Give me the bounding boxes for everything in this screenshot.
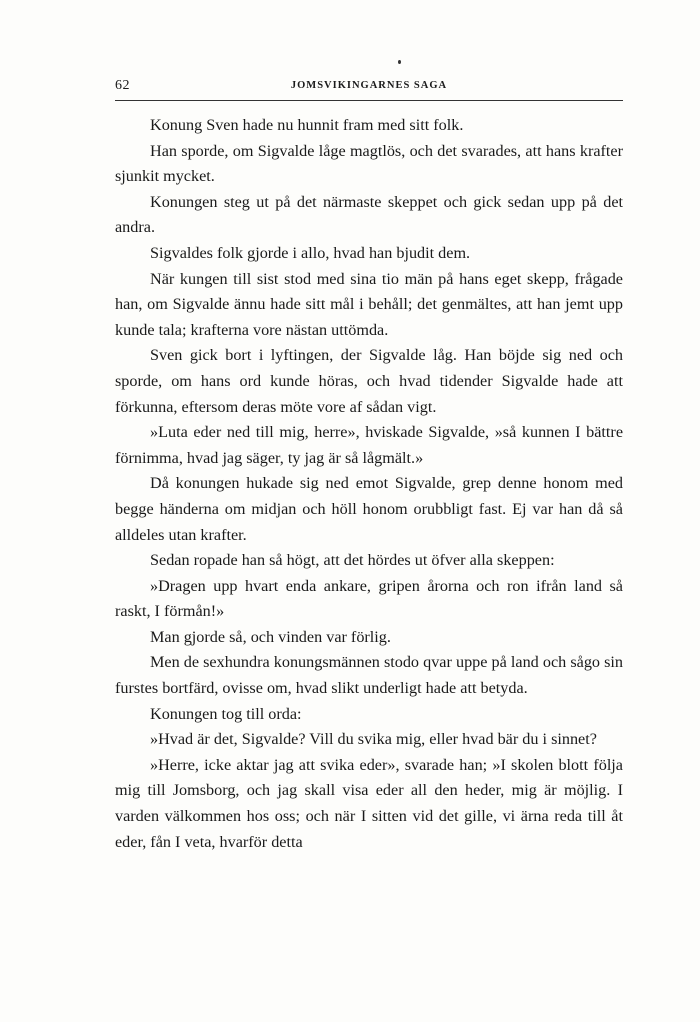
paragraph: »Dragen upp hvart enda ankare, gripen årorna och ron ifrån land så raskt, I förmån!» bbox=[115, 576, 623, 621]
paragraph: Sven gick bort i lyftingen, der Sigvalde låg. Han böjde sig ned och sporde, om hans ord kunde höras, och hvad tidender Sigvalde hade att förkunna, eftersom deras möte vore af sådan vigt. bbox=[115, 346, 623, 416]
page-number: 62 bbox=[115, 78, 130, 93]
paragraph: »Hvad är det, Sigvalde? Vill du svika mig, eller hvad bär du i sinnet? bbox=[150, 730, 597, 749]
paragraph: Konung Sven hade nu hunnit fram med sitt folk. bbox=[150, 116, 464, 134]
paragraph: Då konungen hukade sig ned emot Sigvalde, grep denne honom med begge händerna om midjan och höll honom orubbligt fast. Ej var han då så alldeles utan krafter. bbox=[115, 474, 623, 544]
paragraph: »Herre, icke aktar jag att svika eder», svarade han; »I skolen blott följa mig till Jomsborg, och jag skall visa eder all den heder, mig är möjlig. I varden välkommen hos oss; och när I sitten vid det gille, vi ärna reda till åt eder, fån I veta, hvarför detta bbox=[115, 755, 623, 851]
running-title: JOMSVIKINGARNES SAGA bbox=[290, 80, 448, 91]
paragraph: »Luta eder ned till mig, herre», hviskade Sigvalde, »så kunnen I bättre förnimma, hvad jag säger, ty jag är så lågmält.» bbox=[115, 423, 623, 467]
paragraph: Han sporde, om Sigvalde låge magtlös, och det svarades, att hans krafter sjunkit mycket. bbox=[115, 141, 623, 186]
paragraph: Men de sexhundra konungsmännen stodo qvar uppe på land och sågo sin furstes bortfärd, ovisse om, hvad slikt underligt hade att betyda. bbox=[115, 653, 623, 698]
paragraph: Man gjorde så, och vinden var förlig. bbox=[150, 627, 391, 646]
paragraph: Konungen steg ut på det närmaste skeppet och gick sedan upp på det andra. bbox=[115, 192, 623, 237]
paragraph: Sedan ropade han så högt, att det hördes ut öfver alla skeppen: bbox=[150, 551, 555, 570]
ink-speck bbox=[398, 60, 401, 64]
paragraph: Konungen tog till orda: bbox=[150, 704, 302, 723]
paragraph: När kungen till sist stod med sina tio män på hans eget skepp, frågade han, om Sigvalde ännu hade sitt mål i behåll; det genmältes, att han jemt upp kunde tala; krafterna vore nästan uttömda. bbox=[115, 269, 623, 339]
paragraph: Sigvaldes folk gjorde i allo, hvad han bjudit dem. bbox=[150, 243, 471, 262]
running-header bbox=[115, 78, 623, 98]
header-rule bbox=[115, 100, 623, 101]
page-body bbox=[115, 113, 623, 855]
